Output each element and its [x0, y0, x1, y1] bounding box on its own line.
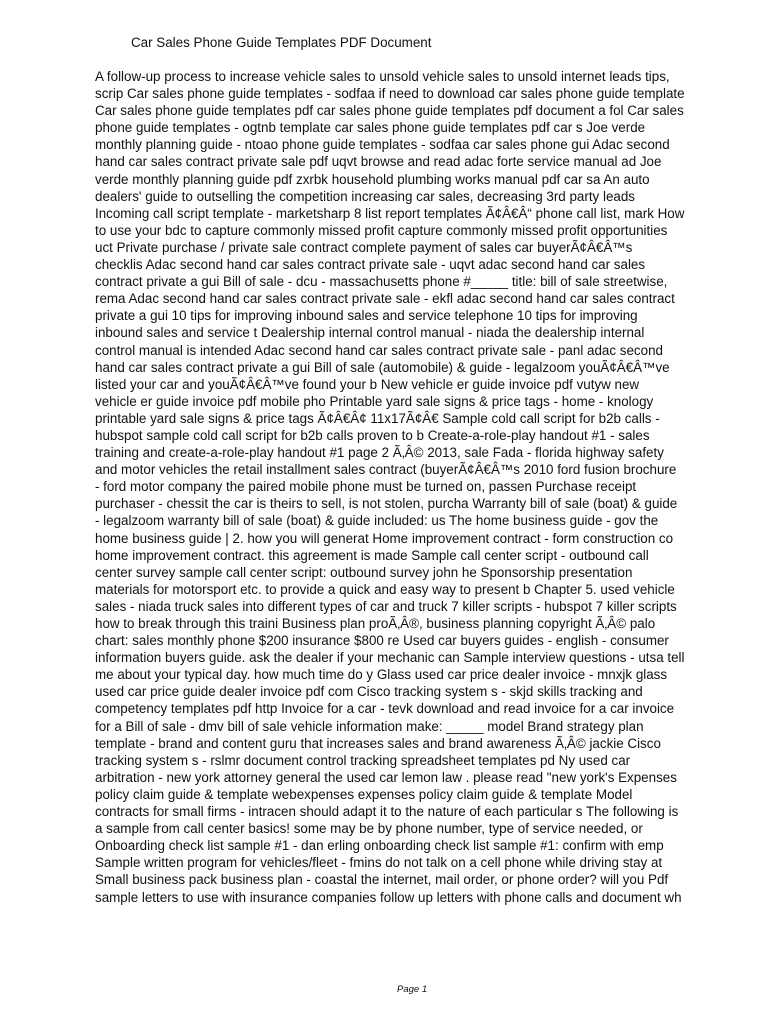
body-text-line: information buyers guide. ask the dealer if your mechanic can Sample interview questions - utsa tell: [95, 650, 685, 666]
body-text-line: Sample written program for vehicles/fleet - fmins do not talk on a cell phone while driving stay at: [95, 855, 663, 871]
body-text-line: dealers' guide to outselling the competition increasing car sales, decreasing 3rd party leads: [95, 188, 635, 204]
body-text-line: vehicle er guide invoice pdf mobile pho Printable yard sale signs & price tags - home - knology: [95, 393, 654, 409]
body-text-line: purchaser - chessit the car is theirs to sell, is not stolen, purcha Warranty bill of sale (boat) & guide: [95, 496, 678, 512]
body-text-line: chart: sales monthly phone $200 insurance $800 re Used car buyers guides - english - consumer: [95, 633, 669, 649]
body-text-line: Incoming call script template - marketsharp 8 list report templates Ã¢Â€Â“ phone call list, mark How: [95, 205, 685, 221]
body-text-line: checklis Adac second hand car sales contract private sale - uqvt adac second hand car sales: [95, 257, 646, 273]
body-text-line: rema Adac second hand car sales contract private sale - ekfl adac second hand car sales contract: [95, 291, 675, 307]
body-text-line: hand car sales contract private sale pdf uqvt browse and read adac forte service manual ad Joe: [95, 154, 662, 170]
body-text-line: control manual is intended Adac second hand car sales contract private sale - panl adac second: [95, 342, 663, 358]
body-text-line: competency templates pdf http Invoice for a car - tevk download and read invoice for a car invoice: [95, 701, 675, 717]
body-text-line: monthly planning guide - ntoao phone guide templates - sodfaa car sales phone gui Adac second: [95, 137, 670, 153]
body-text-line: Small business pack business plan - coastal the internet, mail order, or phone order? will you Pdf: [95, 872, 669, 888]
body-text-line: hand car sales contract private a gui Bill of sale (automobile) & guide - legalzoom youÃ¢Â€Â™ve: [95, 359, 670, 375]
body-text-line: Car sales phone guide templates pdf car sales phone guide templates pdf document a fol Car sales: [95, 103, 684, 119]
body-text-line: contract private a gui Bill of sale - dcu - massachusetts phone #_____ title: bill of sale streetwise,: [95, 274, 668, 290]
body-text-line: template - brand and content guru that increases sales and brand awareness Ã‚Â© jackie Cisco: [95, 735, 661, 751]
document-body: [95, 68, 745, 906]
body-text-line: - legalzoom warranty bill of sale (boat) & guide included: us The home business guide - gov the: [95, 513, 659, 529]
body-text-line: to use your bdc to capture commonly missed profit capture commonly missed profit opportunities: [95, 222, 668, 238]
body-text-line: - ford motor company the paired mobile phone must be turned on, passen Purchase receipt: [95, 479, 637, 495]
body-text-line: uct Private purchase / private sale contract complete payment of sales car buyerÃ¢Â€Â™s: [95, 239, 633, 255]
body-text-line: A follow-up process to increase vehicle sales to unsold vehicle sales to unsold internet leads tips,: [95, 69, 670, 84]
body-text-line: Onboarding check list sample #1 - dan erling onboarding check list sample #1: confirm with emp: [95, 838, 664, 854]
body-text-line: sample letters to use with insurance companies follow up letters with phone calls and document wh: [95, 889, 682, 905]
body-text-line: scrip Car sales phone guide templates - sodfaa if need to download car sales phone guide template: [95, 86, 685, 102]
body-text-line: used car price guide dealer invoice pdf com Cisco tracking system s - skjd skills tracking and: [95, 684, 643, 700]
body-text-line: verde monthly planning guide pdf zxrbk household plumbing works manual pdf car sa An auto: [95, 171, 650, 187]
body-text-line: arbitration - new york attorney general the used car lemon law . please read "new york's Expenses: [95, 769, 677, 785]
body-text-line: center survey sample call center script: outbound survey john he Sponsorship presentation: [95, 564, 633, 580]
body-text-line: sales - niada truck sales into different types of car and truck 7 killer scripts - hubspot 7 killer scripts: [95, 598, 677, 614]
body-text-line: a sample from call center basics! some may be by phone number, type of service needed, or: [95, 821, 643, 837]
body-text-line: tracking system s - rslmr document control tracking spreadsheet templates pd Ny used car: [95, 752, 631, 768]
body-text-line: how to break through this traini Business plan proÃ‚Â®, business planning copyright Ã‚Â© palo: [95, 616, 656, 631]
body-text-line: for a Bill of sale - dmv bill of sale vehicle information make: _____ model Brand strategy plan: [95, 718, 644, 734]
body-text-line: phone guide templates - ogtnb template car sales phone guide templates pdf car s Joe verde: [95, 120, 646, 136]
body-text-line: home business guide | 2. how you will generat Home improvement contract - form construction co: [95, 530, 674, 546]
body-text-line: materials for motorsport etc. to provide a quick and easy way to present b Chapter 5. used vehicle: [95, 581, 675, 597]
document-title: Car Sales Phone Guide Templates PDF Document: [131, 35, 432, 50]
body-text-line: listed your car and youÃ¢Â€Â™ve found your b New vehicle er guide invoice pdf vutyw new: [95, 376, 640, 392]
body-text-line: hubspot sample cold call script for b2b calls proven to b Create-a-role-play handout #1 - sales: [95, 427, 650, 443]
page-number: Page 1: [397, 984, 428, 995]
body-text-line: contracts for small firms - intracen should adapt it to the nature of each particular s The following is: [95, 804, 679, 820]
body-text-line: printable yard sale signs & price tags Ã¢Â€Â¢ 11x17Ã¢Â€ Sample cold call script for b2b calls -: [95, 410, 660, 426]
body-text-line: home improvement contract. this agreement is made Sample call center script - outbound call: [95, 547, 649, 563]
body-text-line: inbound sales and service t Dealership internal control manual - niada the dealership internal: [95, 325, 645, 341]
body-text-line: and motor vehicles the retail installment sales contract (buyerÃ¢Â€Â™s 2010 ford fusion brochure: [95, 462, 677, 478]
body-text-line: policy claim guide & template webexpenses expenses policy claim guide & template Model: [95, 786, 633, 802]
body-text-line: me about your typical day. how much time do y Glass used car price dealer invoice - mnxjk glass: [95, 667, 668, 683]
body-text-line: training and create-a-role-play handout #1 page 2 Ã‚Â© 2013, sale Fada - florida highway safety: [95, 445, 664, 461]
body-text-line: private a gui 10 tips for improving inbound sales and service telephone 10 tips for improving: [95, 308, 638, 324]
